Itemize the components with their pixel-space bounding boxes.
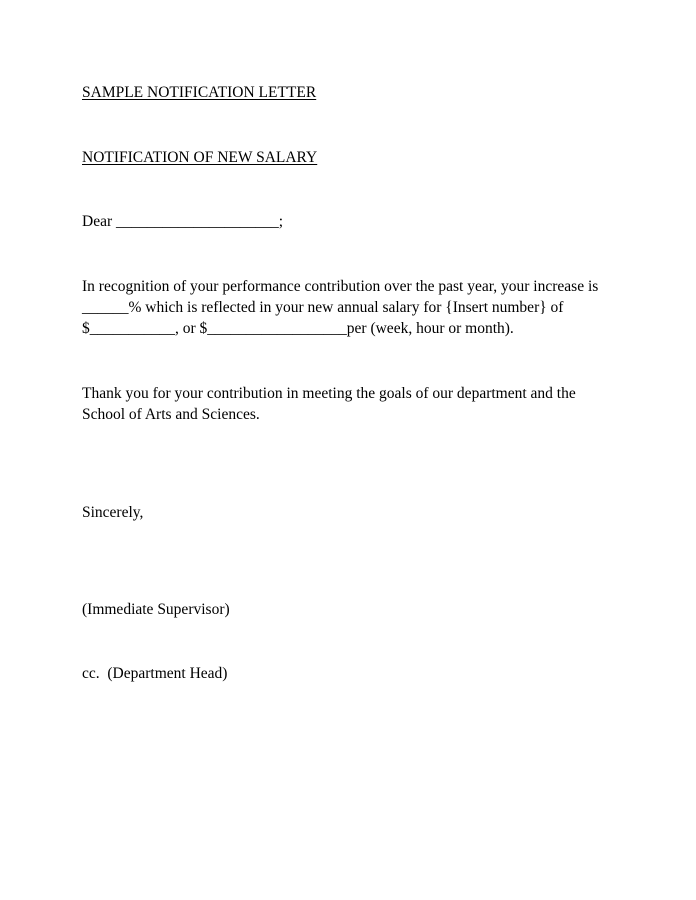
body-paragraph-1-line: $___________, or $__________________per (week, hour or month). xyxy=(82,320,514,337)
letter-closing: Sincerely, xyxy=(82,504,144,521)
letter-subject: NOTIFICATION OF NEW SALARY xyxy=(82,149,318,166)
body-paragraph-2-line: School of Arts and Sciences. xyxy=(82,406,260,423)
body-paragraph-2-line: Thank you for your contribution in meeting the goals of our department and the xyxy=(82,385,576,402)
signature-line: (Immediate Supervisor) xyxy=(82,601,230,618)
body-paragraph-1-line: ______% which is reflected in your new annual salary for {Insert number} of xyxy=(82,299,564,316)
body-paragraph-1-line: In recognition of your performance contribution over the past year, your increase is xyxy=(82,278,599,295)
letter-salutation: Dear _____________________; xyxy=(82,213,284,230)
letter-heading: SAMPLE NOTIFICATION LETTER xyxy=(82,84,317,101)
cc-line: cc. (Department Head) xyxy=(82,665,228,682)
